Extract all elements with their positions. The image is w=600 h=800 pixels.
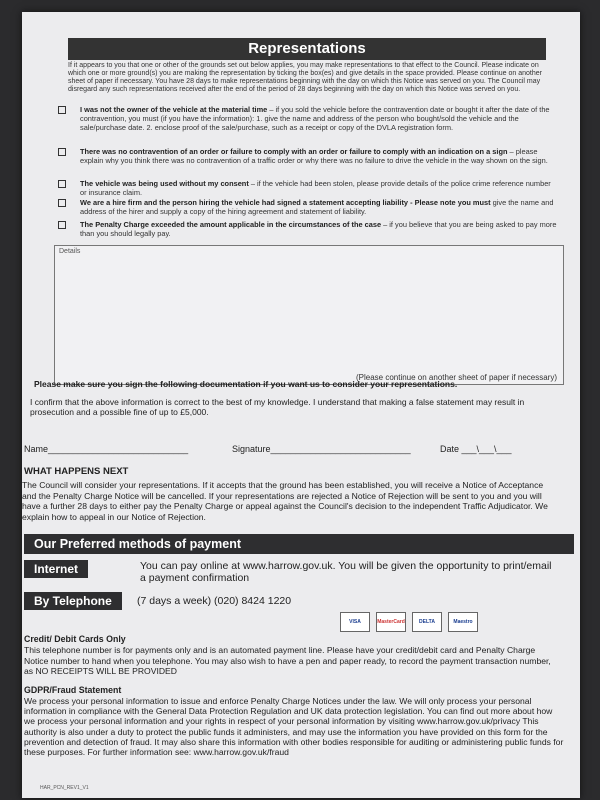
ground-row: [58, 198, 558, 216]
date-field[interactable]: Date ___\___\___: [440, 444, 512, 454]
ground-row: [58, 105, 558, 132]
details-label: Details: [59, 248, 81, 255]
ground-text: – if you believe that you are being asked to pay more than you should legally pay.: [80, 220, 557, 238]
what-happens-next-title: WHAT HAPPENS NEXT: [24, 466, 129, 477]
ground-text: – if you sold the vehicle before the contravention date or bought it after the date of the contravention, you must (if you have the information): 1. give the name and address of the person who bought/sold the vehicle and the sale/purchase date. 2. enclose proof of the sale/purchase, such as a receipt or copy of the DVLA registration form.: [80, 105, 550, 132]
ground-checkbox[interactable]: [58, 148, 66, 156]
ground-heading: The Penalty Charge exceeded the amount applicable in the circumstances of the case: [80, 220, 382, 229]
ground-checkbox[interactable]: [58, 106, 66, 114]
representations-title: Representations: [68, 38, 546, 60]
ground-heading: We are a hire firm and the person hiring the vehicle had signed a statement accepting liability - Please note you must: [80, 198, 491, 207]
sign-heading: Please make sure you sign the following documentation if you want us to consider your representations.: [34, 379, 458, 389]
confirm-statement: I confirm that the above information is correct to the best of my knowledge. I understand that making a false statement may result in prosecution and a possible fine of up to £5,000.: [30, 397, 525, 417]
ground-heading: The vehicle was being used without my consent: [80, 179, 249, 188]
credit-debit-text: This telephone number is for payments only and is an automated payment line. Please have your credit/debit card and Penalty Charge Notice number to hand when you telephone. You may also wish to have a pen and paper ready, to record the payment transaction number, as NO RECEIPTS WILL BE PROVIDED: [24, 645, 551, 676]
ground-row: [58, 147, 558, 165]
ground-checkbox[interactable]: [58, 221, 66, 229]
intro-text: If it appears to you that one or other of the grounds set out below applies, you may make representations to that effect to the Council. Please indicate on which one or more ground(s) you are making the representation by ticking the box(es) and give details in the space provided. Please continue on another sheet of paper if necessary. You have 28 days to make representations beginning with the day on which this Notice was served on you. The Council may disregard any such representations received after the end of the period of 28 days beginning with the day on which this Notice was served on you.: [68, 62, 542, 93]
delta-logo: DELTA: [412, 612, 442, 632]
credit-debit-title: Credit/ Debit Cards Only: [24, 634, 126, 644]
mastercard-logo: MasterCard: [376, 612, 406, 632]
form-reference-code: HAR_PCN_REV1_V1: [40, 785, 89, 791]
internet-payment-text: You can pay online at www.harrow.gov.uk. You will be given the opportunity to print/email a payment confirmation: [140, 560, 552, 584]
details-continue-note: (Please continue on another sheet of paper if necessary): [355, 373, 557, 382]
card-logos: [340, 612, 478, 632]
telephone-number: (7 days a week) (020) 8424 1220: [137, 595, 292, 607]
visa-logo: VISA: [340, 612, 370, 632]
form-sheet: [22, 12, 580, 798]
gdpr-title: GDPR/Fraud Statement: [24, 685, 122, 695]
what-happens-next-text: The Council will consider your representations. If it accepts that the ground has been established, you will receive a Notice of Acceptance and the Penalty Charge Notice will be cancelled. If your representations are rejected a Notice of Rejection will be sent to you and you will have a further 28 days to either pay the Penalty Charge or appeal against the Council's decision to the independent Traffic Adjudicator. We explain how to appeal in our Notice of Rejection.: [22, 480, 548, 522]
ground-heading: I was not the owner of the vehicle at the material time: [80, 105, 268, 114]
gdpr-text: We process your personal information to issue and enforce Penalty Charge Notices under the law. We will only process your personal information in compliance with the General Data Protection Regulation and UK data protection legislation. You can find out more about how we process your personal information and your rights in respect of your personal information by visiting www.harrow.gov.uk/privacy This authority is also under a duty to protect the public funds it administers, and may use the information you have provided on this form for the prevention and detection of fraud. It may also share this information with other bodies responsible for auditing or administering public funds for these purposes. For further information see: www.harrow.gov.uk/fraud: [24, 696, 564, 758]
ground-row: [58, 220, 558, 238]
telephone-label: By Telephone: [24, 592, 122, 610]
maestro-logo: Maestro: [448, 612, 478, 632]
details-box[interactable]: [54, 245, 564, 385]
ground-text: – please explain why you think there was no contravention of a traffic order or why there was no failure to drive the vehicle in the way shown on the sign.: [80, 147, 548, 165]
ground-text: – if the vehicle had been stolen, please provide details of the police crime reference number or insurance claim.: [80, 179, 551, 197]
name-field[interactable]: Name____________________________: [24, 444, 189, 454]
payment-methods-heading: Our Preferred methods of payment: [24, 534, 574, 554]
ground-heading: There was no contravention of an order or failure to comply with an order or failure to comply with an indication on a sign: [80, 147, 508, 156]
ground-text: give the name and address of the hirer and supply a copy of the hiring agreement and statement of liability.: [80, 198, 554, 216]
ground-row: [58, 179, 558, 197]
ground-checkbox[interactable]: [58, 199, 66, 207]
signature-field[interactable]: Signature____________________________: [232, 444, 411, 454]
internet-label: Internet: [24, 560, 88, 578]
ground-checkbox[interactable]: [58, 180, 66, 188]
